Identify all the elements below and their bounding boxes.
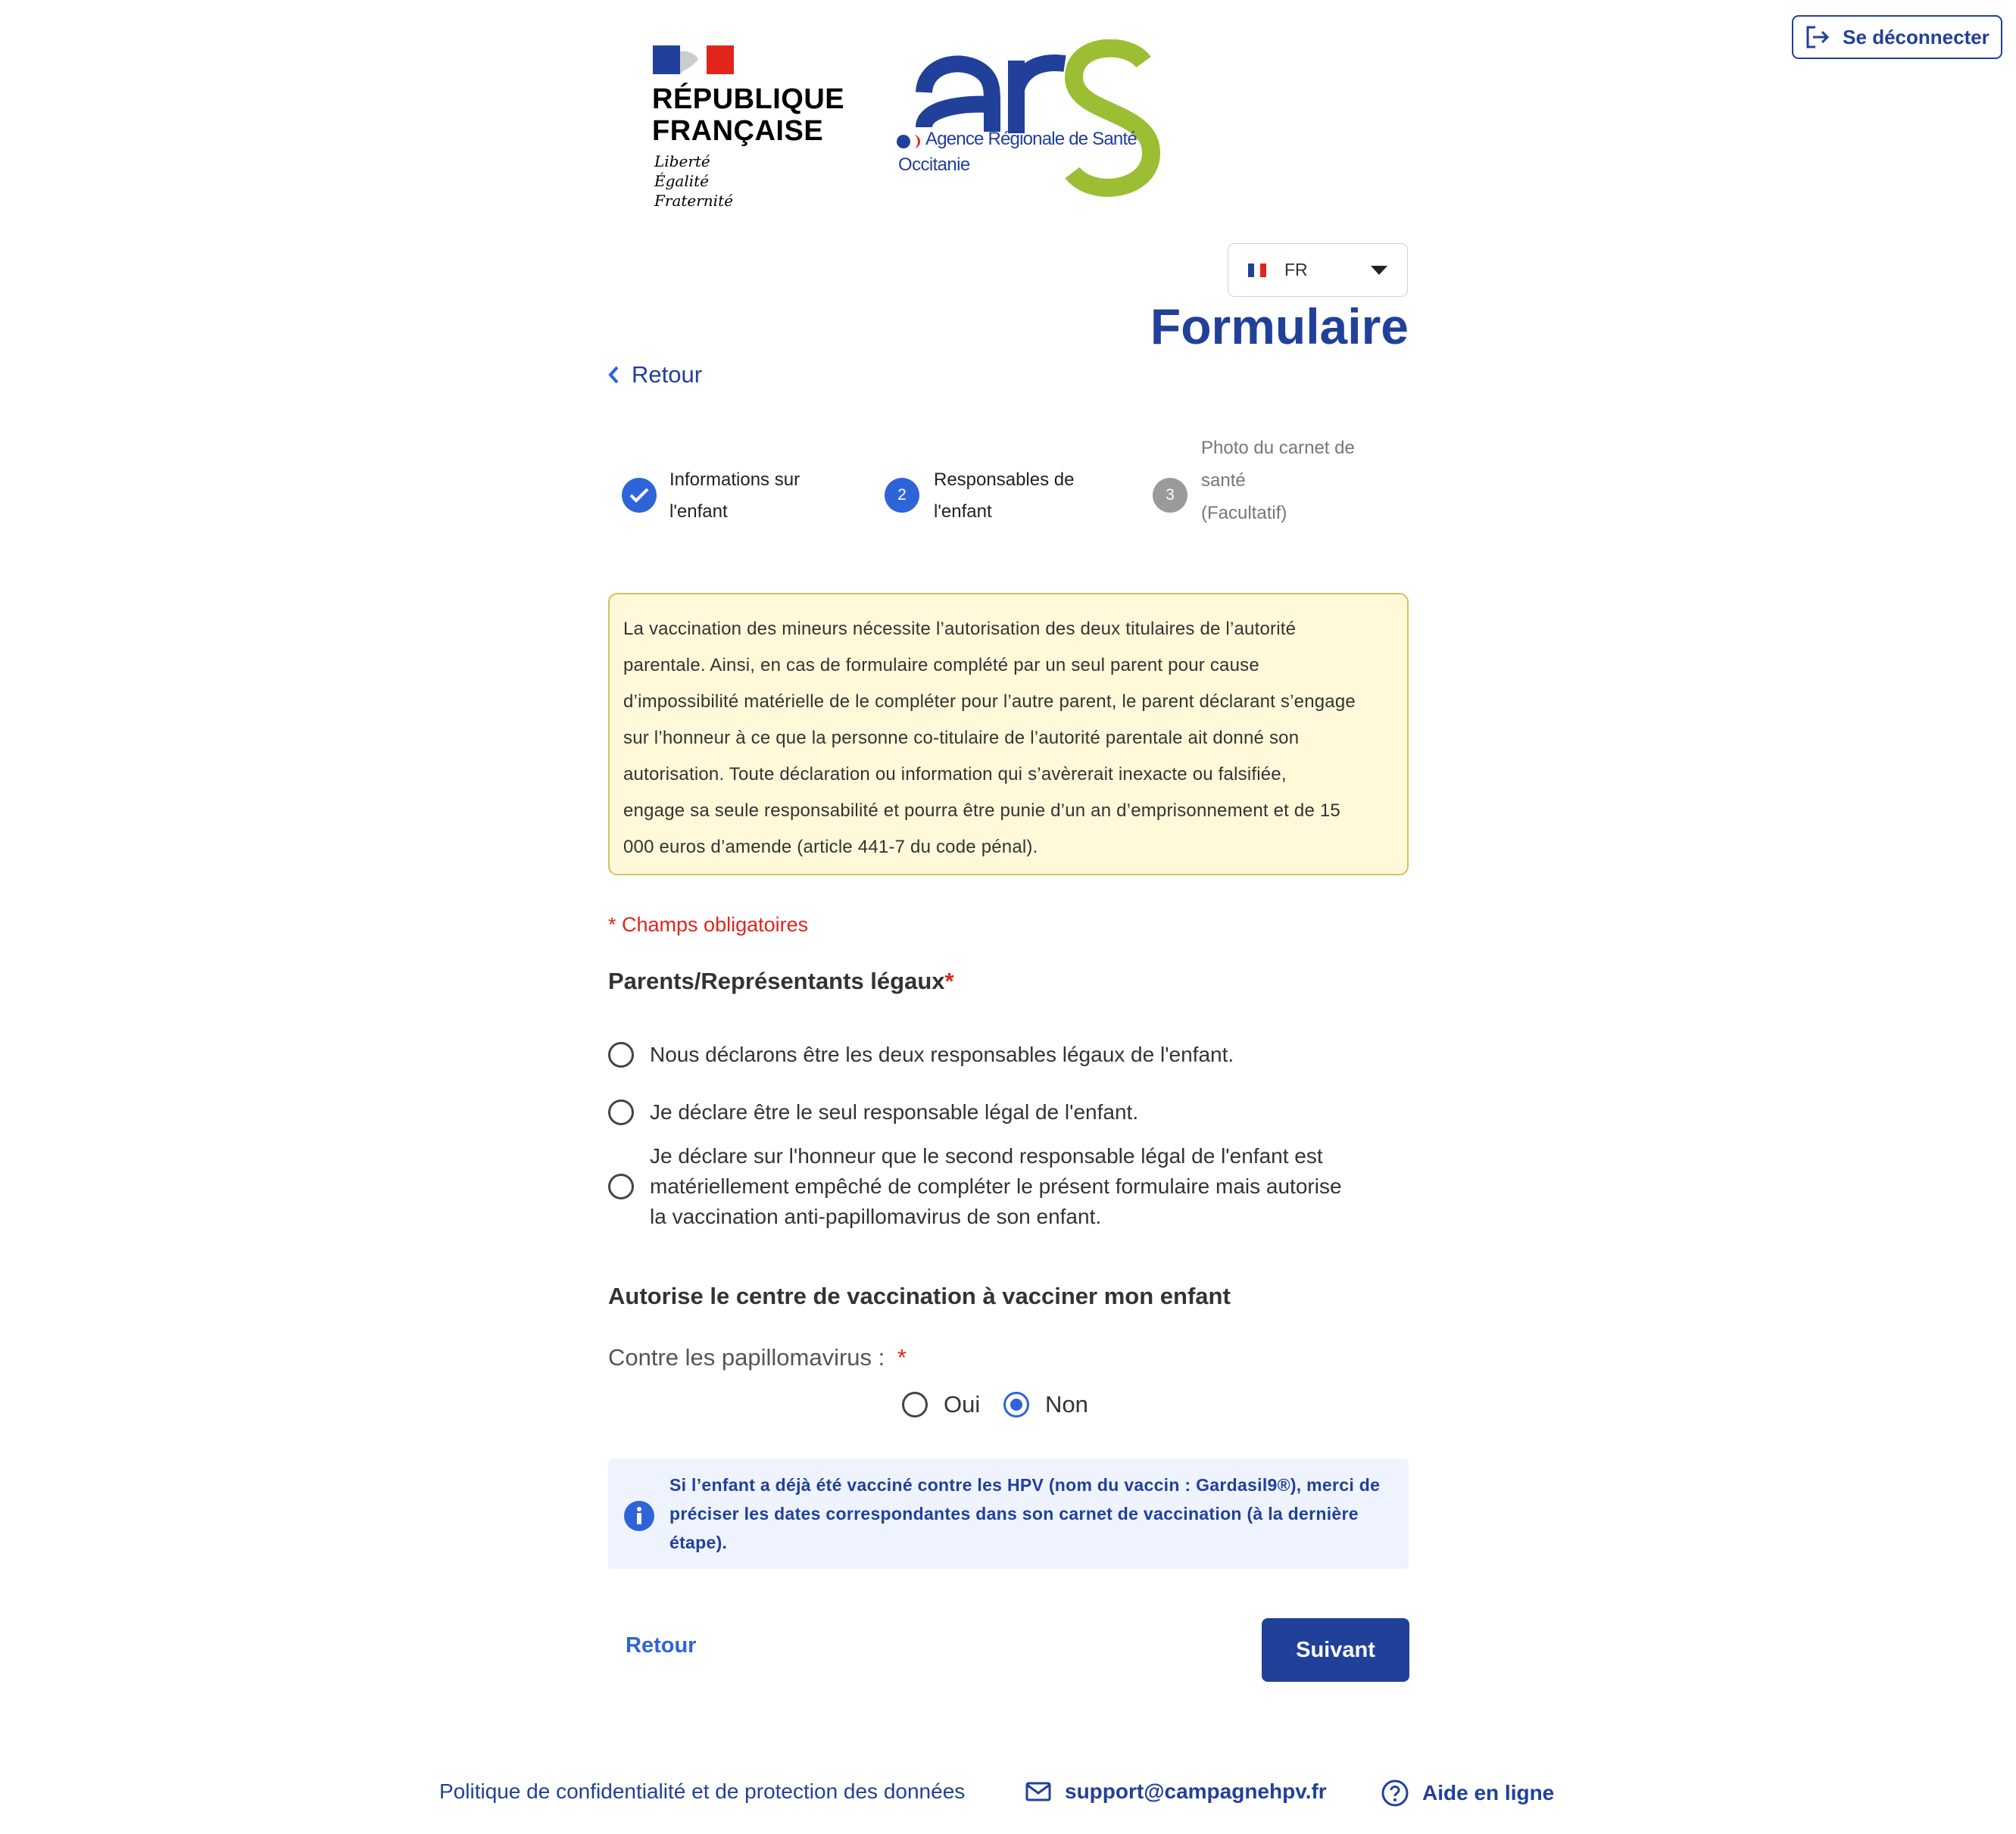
language-select[interactable] [1228, 243, 1408, 297]
chevron-left-icon [607, 365, 619, 385]
step-3-marker: 3 [1153, 478, 1187, 513]
help-label: Aide en ligne [1422, 1781, 1555, 1804]
republique-motto: Liberté Égalité Fraternité [654, 152, 733, 210]
republique-francaise-wordmark: RÉPUBLIQUE FRANÇAISE [652, 83, 845, 147]
parents-heading: Parents/Représentants légaux* [608, 968, 954, 994]
required-star: * [944, 968, 954, 994]
parents-option-single-radio[interactable] [608, 1099, 634, 1125]
page-title: Formulaire [1150, 298, 1409, 354]
parents-option-impeded-radio[interactable] [608, 1174, 634, 1199]
vaccinate-yes-radio[interactable] [902, 1392, 928, 1418]
papillomavirus-field-label: Contre les papillomavirus : * [608, 1344, 907, 1371]
ars-agency-name: Agence Régionale de Santé [925, 129, 1137, 149]
ars-occitanie-logo [894, 39, 1166, 200]
ars-region-name: Occitanie [898, 154, 970, 175]
parents-option-single-label[interactable]: Je déclare être le seul responsable légal de l'enfant. [650, 1100, 1139, 1124]
language-code: FR [1284, 260, 1308, 279]
parents-option-both-label[interactable]: Nous déclarons être les deux responsables légaux de l'enfant. [650, 1043, 1234, 1066]
support-email-link[interactable] [1025, 1779, 1327, 1804]
support-email-label: support@campagnehpv.fr [1065, 1779, 1327, 1803]
back-link[interactable] [607, 361, 702, 388]
vaccinate-yes-label[interactable]: Oui [944, 1391, 981, 1418]
step-2-label: Responsables de l'enfant [934, 469, 1075, 522]
vaccinate-no-label[interactable]: Non [1045, 1391, 1088, 1418]
info-icon [624, 1501, 654, 1531]
help-question-icon [1381, 1779, 1409, 1807]
next-button[interactable]: Suivant [1262, 1618, 1409, 1682]
france-flag-icon [1248, 264, 1266, 277]
authorize-heading: Autorise le centre de vaccination à vacciner mon enfant [608, 1283, 1231, 1309]
logout-label: Se déconnecter [1843, 25, 1989, 48]
legal-warning-box: La vaccination des mineurs nécessite l’autorisation des deux titulaires de l’autorité parentale. Ainsi, en cas de formulaire complété par un seul parent pour cause d’impossibilité matérielle de le compléter pour l’autre parent, le parent déclarant s’engage sur l’honneur à ce que la personne co-titulaire de l’autorité parentale ait donné son autorisation. Toute déclaration ou information qui s’avèrerait inexacte ou falsifiée, engage sa seule responsabilité et pourra être punie d’un an d’emprisonnement et de 15 000 euros d’amende (article 441-7 du code pénal). [608, 593, 1409, 875]
marianne-flag-logo [653, 45, 734, 74]
logout-icon [1805, 25, 1830, 49]
vaccinate-no-radio[interactable] [1003, 1392, 1029, 1418]
hpv-info-text: Si l’enfant a déjà été vacciné contre les HPV (nom du vaccin : Gardasil9®), merci de préciser les dates correspondantes dans son carnet de vaccination (à la dernière étape). [669, 1475, 1381, 1552]
logout-button[interactable] [1792, 15, 2002, 59]
privacy-policy-link[interactable] [439, 1779, 965, 1804]
step-1-label: Informations sur l'enfant [669, 469, 800, 522]
step-2-marker: 2 [885, 478, 919, 513]
step-1-done-icon [622, 478, 657, 513]
back-link-label: Retour [632, 361, 703, 388]
help-link[interactable] [1381, 1779, 1554, 1807]
required-fields-note: * Champs obligatoires [608, 913, 809, 936]
privacy-policy-label: Politique de confidentialité et de protection des données [439, 1779, 966, 1803]
mail-icon [1025, 1782, 1051, 1801]
parents-option-both-radio[interactable] [608, 1042, 634, 1068]
step-3-label: Photo du carnet de santé (Facultatif) [1201, 438, 1355, 523]
back-button[interactable]: Retour [626, 1633, 697, 1658]
stepper [606, 439, 1416, 545]
parents-option-impeded-label[interactable]: Je déclare sur l'honneur que le second responsable légal de l'enfant est matériellement empêché de compléter le présent formulaire mais autorise la vaccination anti-papillomavirus de son enfant. [650, 1144, 1342, 1228]
required-star: * [897, 1344, 907, 1371]
caret-down-icon [1371, 266, 1387, 275]
